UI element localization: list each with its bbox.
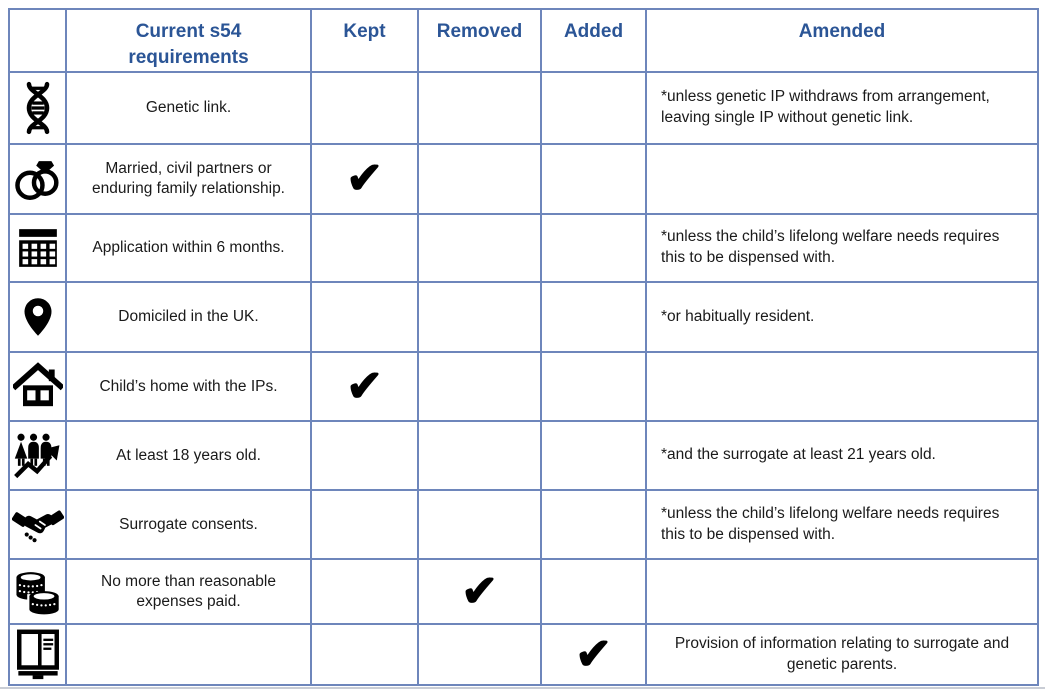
added-check-cell: [541, 490, 646, 559]
requirements-column-header: Current s54 requirements: [66, 9, 311, 72]
handshake-icon: [12, 502, 64, 548]
added-check-cell: ✔: [541, 624, 646, 685]
kept-column-header: Kept: [311, 9, 418, 72]
table-row-domiciled-uk: [9, 282, 1038, 352]
page-edge-line: [0, 687, 1045, 689]
requirement-text: Married, civil partners or enduring family relationship.: [66, 144, 311, 214]
house-icon: [13, 362, 63, 412]
requirement-text: At least 18 years old.: [66, 421, 311, 490]
kept-check-cell: ✔: [311, 144, 418, 214]
amended-text: *unless the child’s lifelong welfare needs requires this to be dispensed with.: [646, 490, 1038, 559]
icon-column-header: [9, 9, 66, 72]
icon-cell: [9, 214, 66, 282]
kept-check-cell: [311, 490, 418, 559]
added-check-cell: [541, 72, 646, 144]
amended-column-header: Amended: [646, 9, 1038, 72]
removed-check-cell: [418, 214, 541, 282]
icon-cell: [9, 559, 66, 624]
requirement-text: No more than reasonable expenses paid.: [66, 559, 311, 624]
requirement-text: [66, 624, 311, 685]
requirement-text: Genetic link.: [66, 72, 311, 144]
icon-cell: [9, 421, 66, 490]
kept-check-cell: ✔: [311, 352, 418, 421]
amended-text: *unless genetic IP withdraws from arrangement, leaving single IP without genetic link.: [646, 72, 1038, 144]
removed-check-cell: [418, 624, 541, 685]
table-row-application-6-months: [9, 214, 1038, 282]
table-row-18-years-old: [9, 421, 1038, 490]
dna-icon: [15, 80, 61, 136]
table-row-provision-of-information: [9, 624, 1038, 685]
kept-check-cell: [311, 559, 418, 624]
calendar-icon: [14, 223, 62, 273]
kept-check-cell: [311, 72, 418, 144]
kept-check-cell: [311, 214, 418, 282]
added-check-cell: [541, 144, 646, 214]
removed-check-cell: [418, 352, 541, 421]
removed-check-cell: [418, 72, 541, 144]
ereader-register-icon: [13, 629, 63, 681]
removed-column-header: Removed: [418, 9, 541, 72]
amended-text: *unless the child’s lifelong welfare needs requires this to be dispensed with.: [646, 214, 1038, 282]
icon-cell: [9, 490, 66, 559]
removed-check-cell: [418, 421, 541, 490]
amended-text: *or habitually resident.: [646, 282, 1038, 352]
requirement-text: Application within 6 months.: [66, 214, 311, 282]
kept-check-cell: [311, 282, 418, 352]
added-column-header: Added: [541, 9, 646, 72]
icon-cell: [9, 144, 66, 214]
requirement-text: Surrogate consents.: [66, 490, 311, 559]
added-check-cell: [541, 352, 646, 421]
kept-check-cell: [311, 624, 418, 685]
added-check-cell: [541, 282, 646, 352]
requirement-text: Domiciled in the UK.: [66, 282, 311, 352]
location-pin-icon: [17, 290, 59, 344]
table-row-childs-home: [9, 352, 1038, 421]
amended-text: *and the surrogate at least 21 years old.: [646, 421, 1038, 490]
people-growth-icon: [13, 430, 63, 482]
requirement-text: Child’s home with the IPs.: [66, 352, 311, 421]
amended-text: [646, 144, 1038, 214]
table-row-surrogate-consents: [9, 490, 1038, 559]
amended-text: [646, 559, 1038, 624]
table-row-married: [9, 144, 1038, 214]
removed-check-cell: ✔: [418, 559, 541, 624]
amended-text: [646, 352, 1038, 421]
icon-cell: [9, 352, 66, 421]
coins-icon: [13, 566, 63, 618]
wedding-rings-icon: [13, 153, 63, 205]
kept-check-cell: [311, 421, 418, 490]
table-row-reasonable-expenses: [9, 559, 1038, 624]
table-row-genetic-link: [9, 72, 1038, 144]
removed-check-cell: [418, 282, 541, 352]
removed-check-cell: [418, 490, 541, 559]
header-row: [9, 9, 1038, 72]
s54-requirements-table: [8, 8, 1039, 686]
added-check-cell: [541, 559, 646, 624]
icon-cell: [9, 624, 66, 685]
icon-cell: [9, 282, 66, 352]
added-check-cell: [541, 214, 646, 282]
removed-check-cell: [418, 144, 541, 214]
added-check-cell: [541, 421, 646, 490]
icon-cell: [9, 72, 66, 144]
amended-text: Provision of information relating to surrogate and genetic parents.: [646, 624, 1038, 685]
